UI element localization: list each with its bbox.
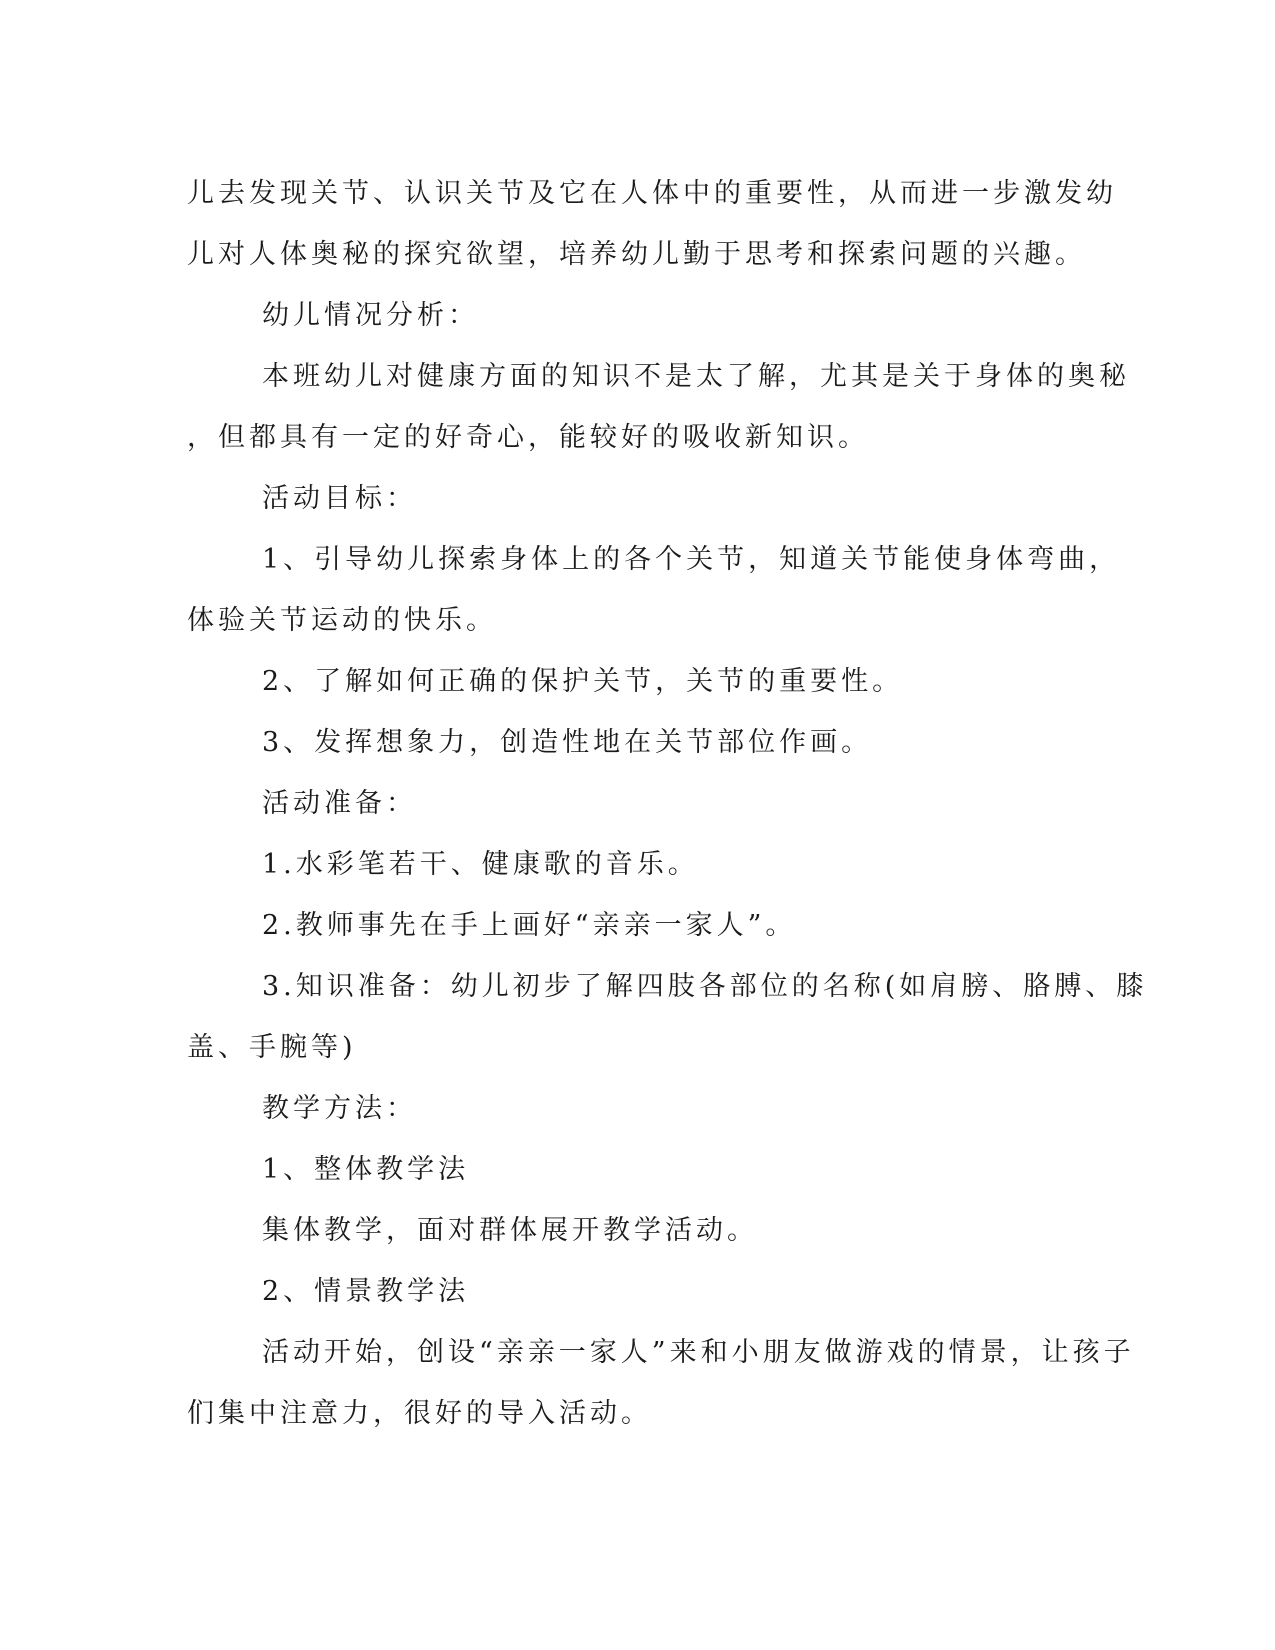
list-item: 3.知识准备：幼儿初步了解四肢各部位的名称(如肩膀、胳膊、膝 (262, 971, 1148, 1002)
section-heading: 活动目标： (262, 483, 417, 514)
section-heading: 教学方法： (262, 1093, 417, 1124)
text-line: ，但都具有一定的好奇心，能较好的吸收新知识。 (187, 422, 869, 453)
text-line: 体验关节运动的快乐。 (187, 605, 497, 636)
list-item: 2.教师事先在手上画好“亲亲一家人”。 (262, 910, 797, 941)
list-item: 1.水彩笔若干、健康歌的音乐。 (262, 849, 699, 880)
text-line: 们集中注意力，很好的导入活动。 (187, 1398, 652, 1429)
text-line: 儿去发现关节、认识关节及它在人体中的重要性，从而进一步激发幼 (187, 178, 1117, 209)
section-heading: 幼儿情况分析： (262, 300, 479, 331)
text-line: 儿对人体奥秘的探究欲望，培养幼儿勤于思考和探索问题的兴趣。 (187, 239, 1086, 270)
list-item: 1、引导幼儿探索身体上的各个关节，知道关节能使身体弯曲， (262, 544, 1121, 575)
text-line: 活动开始，创设“亲亲一家人”来和小朋友做游戏的情景，让孩子 (262, 1337, 1135, 1368)
list-item: 2、情景教学法 (262, 1276, 470, 1307)
list-item: 2、了解如何正确的保护关节，关节的重要性。 (262, 666, 904, 697)
list-item: 1、整体教学法 (262, 1154, 470, 1185)
document-body (187, 163, 1148, 1444)
section-heading: 活动准备： (262, 788, 417, 819)
text-line: 集体教学，面对群体展开教学活动。 (262, 1215, 758, 1246)
list-item: 3、发挥想象力，创造性地在关节部位作画。 (262, 727, 873, 758)
text-line: 盖、手腕等) (187, 1032, 357, 1063)
text-line: 本班幼儿对健康方面的知识不是太了解，尤其是关于身体的奥秘 (262, 361, 1130, 392)
